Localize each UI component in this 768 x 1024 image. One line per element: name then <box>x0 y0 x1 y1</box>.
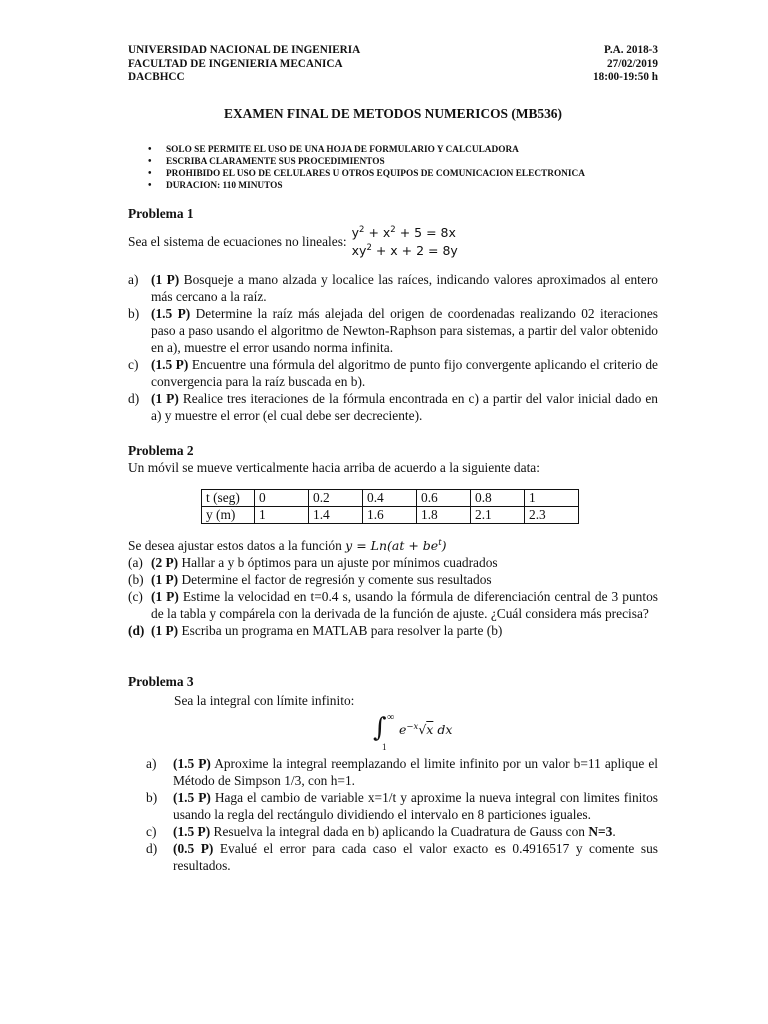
item-label: (d) <box>128 622 145 638</box>
problem-item <box>128 571 658 588</box>
problem-item: c) (1.5 P) Resuelva la integral dada en b) aplicando la Cuadratura de Gauss con N=3. <box>146 823 616 839</box>
header <box>128 44 658 85</box>
exam-time: 18:00-19:50 h <box>593 71 658 84</box>
problem-title: Problema 3 <box>128 673 194 689</box>
problem-item <box>128 305 658 356</box>
item-points: (1 P) <box>151 390 179 406</box>
rule-item: • ESCRIBA CLARAMENTE SUS PROCEDIMIENTOS <box>148 156 658 168</box>
problem-items <box>146 755 658 874</box>
item-points: (1 P) <box>151 588 179 604</box>
table-cell: 2.3 <box>525 506 579 523</box>
faculty-name: FACULTAD DE INGENIERIA MECANICA <box>128 57 343 70</box>
table-cell: 1.8 <box>417 506 471 523</box>
problem-intro: Un móvil se mueve verticalmente hacia arriba de acuerdo a la siguiente data: <box>128 459 540 475</box>
header-row <box>128 58 658 72</box>
department-name: DACBHCC <box>128 71 185 84</box>
integral-upper-limit: ∞ <box>387 711 395 723</box>
item-text: Hallar a y b óptimos para un ajuste por mínimos cuadrados <box>178 554 498 570</box>
problem-intro: Sea la integral con límite infinito: <box>174 692 355 708</box>
equation-system <box>352 224 458 260</box>
item-label: c) <box>128 356 139 372</box>
item-points: (1.5 P) <box>173 789 211 805</box>
item-points: (1 P) <box>151 271 180 287</box>
problem-title: Problema 1 <box>128 205 194 221</box>
integral-lower-limit: 1 <box>382 741 387 752</box>
exam-page <box>128 44 658 874</box>
table-cell: 0.6 <box>417 489 471 506</box>
table-cell: 0.4 <box>363 489 417 506</box>
table-row <box>202 489 579 506</box>
problem-title: Problema 2 <box>128 442 194 458</box>
rule-item: • SOLO SE PERMITE EL USO DE UNA HOJA DE FORMULARIO Y CALCULADORA <box>148 144 658 156</box>
item-text: Aproxime la integral reemplazando el limite infinito por un valor b=11 aplique el Método de Simpson 1/3, con h=1. <box>173 755 658 788</box>
data-table <box>201 489 579 524</box>
table-cell: 0.8 <box>471 489 525 506</box>
equation-2: $xy^2 + x + 2 = 8y$ <box>351 242 458 258</box>
table-header-cell: y (m) <box>202 506 255 523</box>
problem-item <box>146 840 658 874</box>
item-label: (c) <box>128 588 143 604</box>
fit-sentence <box>128 537 658 554</box>
fit-formula: $y = Ln(at + be^t)$ <box>345 537 447 553</box>
item-points: (0.5 P) <box>173 840 214 856</box>
item-text: Resuelva la integral dada en b) aplicando la Cuadratura de Gauss con <box>210 823 589 839</box>
item-points: (1.5 P) <box>173 755 211 771</box>
fit-text: Se desea ajustar estos datos a la función <box>128 537 346 553</box>
item-label: c) <box>146 823 157 839</box>
table-cell: 1 <box>255 506 309 523</box>
item-text: Escriba un programa en MATLAB para resolver la parte (b) <box>178 622 503 638</box>
item-text: Determine el factor de regresión y comente sus resultados <box>178 571 492 587</box>
item-points: (1.5 P) <box>173 823 211 839</box>
item-points: (2 P) <box>151 554 179 570</box>
table-row <box>202 506 579 523</box>
equation-1: $y^2 + x^2 + 5 = 8x$ <box>351 224 456 240</box>
integral-expression <box>128 711 658 753</box>
item-label: b) <box>146 789 158 805</box>
problem-item <box>146 789 658 823</box>
rules-list <box>128 144 658 192</box>
table-cell: 1 <box>525 489 579 506</box>
item-points: (1.5 P) <box>151 305 191 321</box>
item-text: Realice tres iteraciones de la fórmula encontrada en c) a partir del valor inicial dado en a) y muestre el error (el cual debe ser decreciente). <box>151 390 658 423</box>
problem-item <box>128 390 658 424</box>
item-label: b) <box>128 305 140 321</box>
item-label: d) <box>128 390 140 406</box>
problem-item <box>128 622 658 639</box>
item-points: (1.5 P) <box>151 356 189 372</box>
rule-item: • PROHIBIDO EL USO DE CELULARES U OTROS EQUIPOS DE COMUNICACION ELECTRONICA <box>148 168 658 180</box>
university-name: UNIVERSIDAD NACIONAL DE INGENIERIA <box>128 44 361 56</box>
problem-3 <box>128 673 658 874</box>
exam-title: EXAMEN FINAL DE METODOS NUMERICOS (MB536) <box>224 105 562 121</box>
problem-intro-row <box>128 224 658 260</box>
item-text: Haga el cambio de variable x=1/t y aproxime la nueva integral con limites finitos usando la regla del rectángulo dividiendo el intervalo en 8 particiones iguales. <box>173 789 658 822</box>
item-text: Determine la raíz más alejada del origen de coordenadas realizando 02 iteraciones paso a paso usando el algoritmo de Newton-Raphson para sistemas, a partir del valor obtenido en a), muestre el error usando norma infinita. <box>151 305 658 355</box>
integrand: $e^{-x}√x$ dx <box>399 721 453 737</box>
integral-sign: ∫ <box>373 712 387 743</box>
item-label: d) <box>146 840 158 856</box>
item-text: Evalué el error para cada caso el valor exacto es 0.4916517 y comente sus resultados. <box>173 840 658 873</box>
table-header-cell: t (seg) <box>202 489 255 506</box>
item-text: Encuentre una fórmula del algoritmo de punto fijo convergente aplicando el criterio de convergencia para la raíz buscada en b). <box>151 356 658 389</box>
header-row <box>128 44 658 58</box>
item-text: Estime la velocidad en t=0.4 s, usando la fórmula de diferenciación central de 3 puntos de la tabla y compárela con la derivada de la función de ajuste. ¿Cuál considera más precisa? <box>151 588 658 621</box>
item-label: (a) <box>128 554 143 570</box>
item-points: (1 P) <box>151 571 179 587</box>
problem-item <box>128 554 658 571</box>
item-text: Bosqueje a mano alzada y localice las raíces, indicando valores aproximados al entero más cercano a la raíz. <box>151 271 658 304</box>
problem-intro: Sea el sistema de ecuaciones no lineales: <box>128 234 347 250</box>
problem-items <box>128 554 658 639</box>
item-label: (b) <box>128 571 144 587</box>
item-points: (1 P) <box>151 622 179 638</box>
exam-date: 27/02/2019 <box>607 57 658 70</box>
problem-item <box>146 755 658 789</box>
problem-items <box>128 271 658 424</box>
item-label: a) <box>128 271 139 287</box>
problem-item <box>128 271 658 305</box>
problem-1 <box>128 205 658 424</box>
table-cell: 0.2 <box>309 489 363 506</box>
rule-item: • DURACION: 110 MINUTOS <box>148 180 658 192</box>
table-cell: 2.1 <box>471 506 525 523</box>
header-row <box>128 71 658 85</box>
table-cell: 1.6 <box>363 506 417 523</box>
academic-period: P.A. 2018-3 <box>604 44 658 56</box>
item-bold-tail: N=3 <box>588 823 613 839</box>
table-cell: 0 <box>255 489 309 506</box>
problem-item <box>128 588 658 622</box>
item-label: a) <box>146 755 157 771</box>
table-cell: 1.4 <box>309 506 363 523</box>
problem-2 <box>128 442 658 639</box>
problem-item <box>128 356 658 390</box>
